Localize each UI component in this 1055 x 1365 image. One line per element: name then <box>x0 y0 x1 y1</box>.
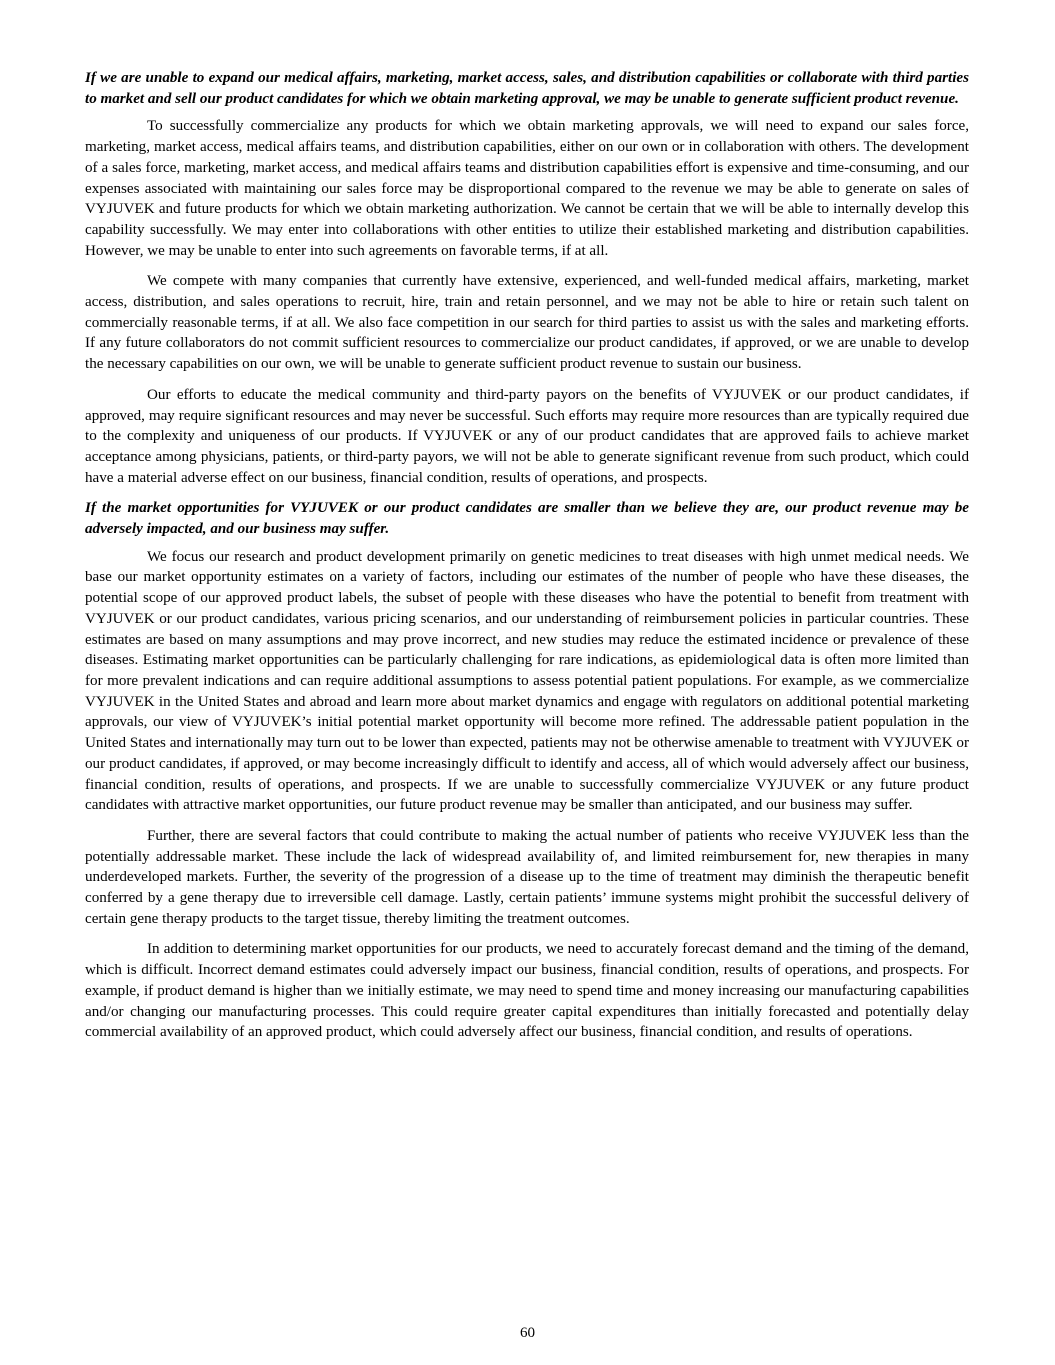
body-paragraph: To successfully commercialize any products for which we obtain marketing approvals, we will need to expand our sales force, marketing, market access, medical affairs teams, and distribution capabilities, either on our own or in collaboration with others. The development of a sales force, marketing, market access, and medical affairs teams and distribution capabilities effort is expensive and time-consuming, and our expenses associated with maintaining our sales force may be disproportional compared to the revenue we may be able to generate on sales of VYJUVEK and future products for which we obtain marketing authorization. We cannot be certain that we will be able to internally develop this capability successfully. We may enter into collaborations with other entities to utilize their established marketing and distribution capabilities. However, we may be unable to enter into such agreements on favorable terms, if at all. <box>85 118 969 259</box>
risk-section-commercial-capabilities <box>85 68 969 488</box>
risk-section-market-opportunities <box>85 498 969 1043</box>
body-paragraph: In addition to determining market opportunities for our products, we need to accurately forecast demand and the timing of the demand, which is difficult. Incorrect demand estimates could adversely impact our business, financial condition, results of operations, and prospects. For example, if product demand is higher than we initially estimate, we may need to spend time and money increasing our manufacturing capabilities and/or changing our manufacturing processes. This could require greater capital expenditures than initially forecasted and potentially delay commercial availability of an approved product, which could adversely affect our business, financial condition, and results of operations. <box>85 941 969 1041</box>
document-body <box>85 68 969 1053</box>
body-paragraph: We focus our research and product development primarily on genetic medicines to treat diseases with high unmet medical needs. We base our market opportunity estimates on a variety of factors, including our estimates of the number of people who have these diseases, the potential scope of our approved product labels, the subset of people with these diseases who have the potential to benefit from treatment with VYJUVEK or our product candidates, various pricing scenarios, and our understanding of reimbursement policies in particular countries. These estimates are based on many assumptions and may prove incorrect, and new studies may reduce the estimated incidence or prevalence of these diseases. Estimating market opportunities can be particularly challenging for rare indications, as epidemiological data is often more limited than for more prevalent indications and can require additional assumptions to assess potential patient populations. For example, as we commercialize VYJUVEK in the United States and abroad and learn more about market dynamics and engage with regulators on additional potential marketing approvals, our view of VYJUVEK’s initial potential market opportunity will become more refined. The addressable patient population in the United States and internationally may turn out to be lower than expected, patients may not be otherwise amenable to treatment with VYJUVEK or our product candidates, if approved, or may become increasingly difficult to identify and access, all of which would adversely affect our business, financial condition, results of operations, and prospects. If we are unable to successfully commercialize VYJUVEK or any future product candidates with attractive market opportunities, our future product revenue may be smaller than anticipated, and our business may suffer. <box>85 548 969 814</box>
section-heading: If we are unable to expand our medical affairs, marketing, market access, sales, and distribution capabilities or collaborate with third parties to market and sell our product candidates for which we obtain marketing approval, we may be unable to generate sufficient product revenue. <box>85 70 969 107</box>
body-paragraph: Our efforts to educate the medical community and third-party payors on the benefits of VYJUVEK or our product candidates, if approved, may require significant resources and may never be successful. Such efforts may require more resources than are typically required due to the complexity and uniqueness of our products. If VYJUVEK or any of our product candidates that are approved fails to achieve market acceptance among physicians, patients, or third-party payors, we will not be able to generate significant revenue from such product, which could have a material adverse effect on our business, financial condition, results of operations, and prospects. <box>85 386 969 486</box>
body-paragraph: We compete with many companies that currently have extensive, experienced, and well-funded medical affairs, marketing, market access, distribution, and sales operations to recruit, hire, train and retain personnel, and we may not be able to hire or retain such talent on commercially reasonable terms, if at all. We also face competition in our search for third parties to assist us with the sales and marketing efforts. If any future collaborators do not commit sufficient resources to commercialize our product candidates, if approved, or we are unable to develop the necessary capabilities on our own, we will be unable to generate sufficient product revenue to sustain our business. <box>85 273 969 373</box>
section-heading: If the market opportunities for VYJUVEK or our product candidates are smaller than we believe they are, our product revenue may be adversely impacted, and our business may suffer. <box>85 500 969 538</box>
page-number: 60 <box>519 1325 536 1341</box>
body-paragraph: Further, there are several factors that could contribute to making the actual number of patients who receive VYJUVEK less than the potentially addressable market. These include the lack of widespread availability of, and limited reimbursement for, new therapies in many underdeveloped markets. Further, the severity of the progression of a disease up to the time of treatment may diminish the therapeutic benefit conferred by a gene therapy due to irreversible cell damage. Lastly, certain patients’ immune systems might prohibit the successful delivery of certain gene therapy products to the target tissue, thereby limiting the treatment outcomes. <box>85 827 969 927</box>
